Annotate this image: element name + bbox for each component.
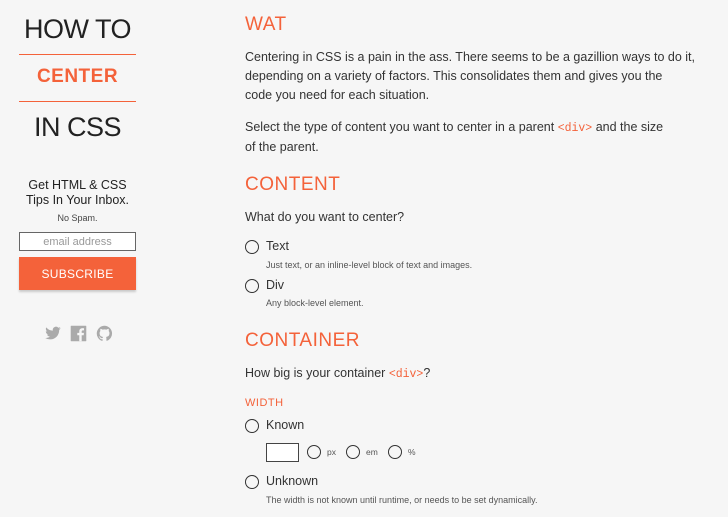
wat-select-text-before: Select the type of content you want to center in a parent	[245, 120, 558, 134]
unit-em-label[interactable]: em	[366, 447, 378, 457]
logo-center: CENTER	[36, 66, 119, 87]
logo-divider-bottom	[19, 101, 136, 102]
wat-select-line2: of the parent.	[245, 140, 319, 154]
content-div-radio[interactable]	[245, 279, 259, 293]
facebook-icon[interactable]	[70, 325, 88, 342]
newsletter-title-line2: Tips In Your Inbox.	[25, 193, 130, 207]
width-unknown-radio[interactable]	[245, 475, 259, 489]
wat-select-instructions	[245, 118, 705, 157]
width-subheading: WIDTH	[245, 397, 284, 409]
content-text-radio[interactable]	[245, 240, 259, 254]
container-heading: CONTAINER	[245, 330, 360, 351]
unit-px-radio[interactable]	[307, 445, 321, 459]
sidebar	[0, 0, 155, 517]
wat-select-text-after: and the size	[592, 120, 664, 134]
subscribe-button[interactable]: SUBSCRIBE	[19, 257, 136, 290]
wat-heading: WAT	[245, 14, 287, 35]
content-question: What do you want to center?	[245, 210, 405, 224]
wat-intro-line2: depending on a variety of factors. This consolidates them and gives you the	[245, 69, 663, 83]
unit-percent-label[interactable]: %	[408, 447, 416, 457]
unit-percent-radio[interactable]	[388, 445, 402, 459]
content-div-label[interactable]: Div	[266, 278, 285, 292]
wat-intro	[245, 48, 705, 105]
unit-px-label[interactable]: px	[327, 447, 336, 457]
wat-intro-line3: code you need for each situation.	[245, 88, 430, 102]
unit-em-radio[interactable]	[346, 445, 360, 459]
content-heading: CONTENT	[245, 174, 341, 195]
social-links	[44, 325, 114, 342]
wat-intro-line1: Centering in CSS is a pain in the ass. There seems to be a gazillion ways to do it,	[245, 50, 696, 64]
logo-in-css: IN CSS	[33, 112, 122, 142]
content-text-description: Just text, or an inline-level block of text and images.	[266, 260, 473, 270]
width-known-label[interactable]: Known	[266, 418, 305, 432]
logo-divider-top	[19, 54, 136, 55]
github-icon[interactable]	[96, 325, 114, 342]
content-div-description: Any block-level element.	[266, 298, 364, 308]
email-field[interactable]	[19, 232, 136, 251]
newsletter-title-line1: Get HTML & CSS	[28, 178, 127, 192]
content-text-label[interactable]: Text	[266, 239, 289, 253]
container-question	[245, 364, 430, 384]
width-value-input[interactable]	[266, 443, 299, 462]
logo-how-to: HOW TO	[23, 14, 131, 44]
twitter-icon[interactable]	[44, 325, 62, 342]
width-unknown-label[interactable]: Unknown	[266, 474, 319, 488]
container-question-before: How big is your container	[245, 366, 389, 380]
container-question-code: <div>	[388, 368, 424, 381]
width-unknown-description: The width is not known until runtime, or needs to be set dynamically.	[266, 495, 538, 505]
width-known-radio[interactable]	[245, 419, 259, 433]
wat-select-code: <div>	[557, 122, 593, 135]
container-question-after: ?	[423, 366, 431, 380]
no-spam-note: No Spam.	[57, 213, 98, 223]
newsletter-title	[0, 178, 155, 208]
